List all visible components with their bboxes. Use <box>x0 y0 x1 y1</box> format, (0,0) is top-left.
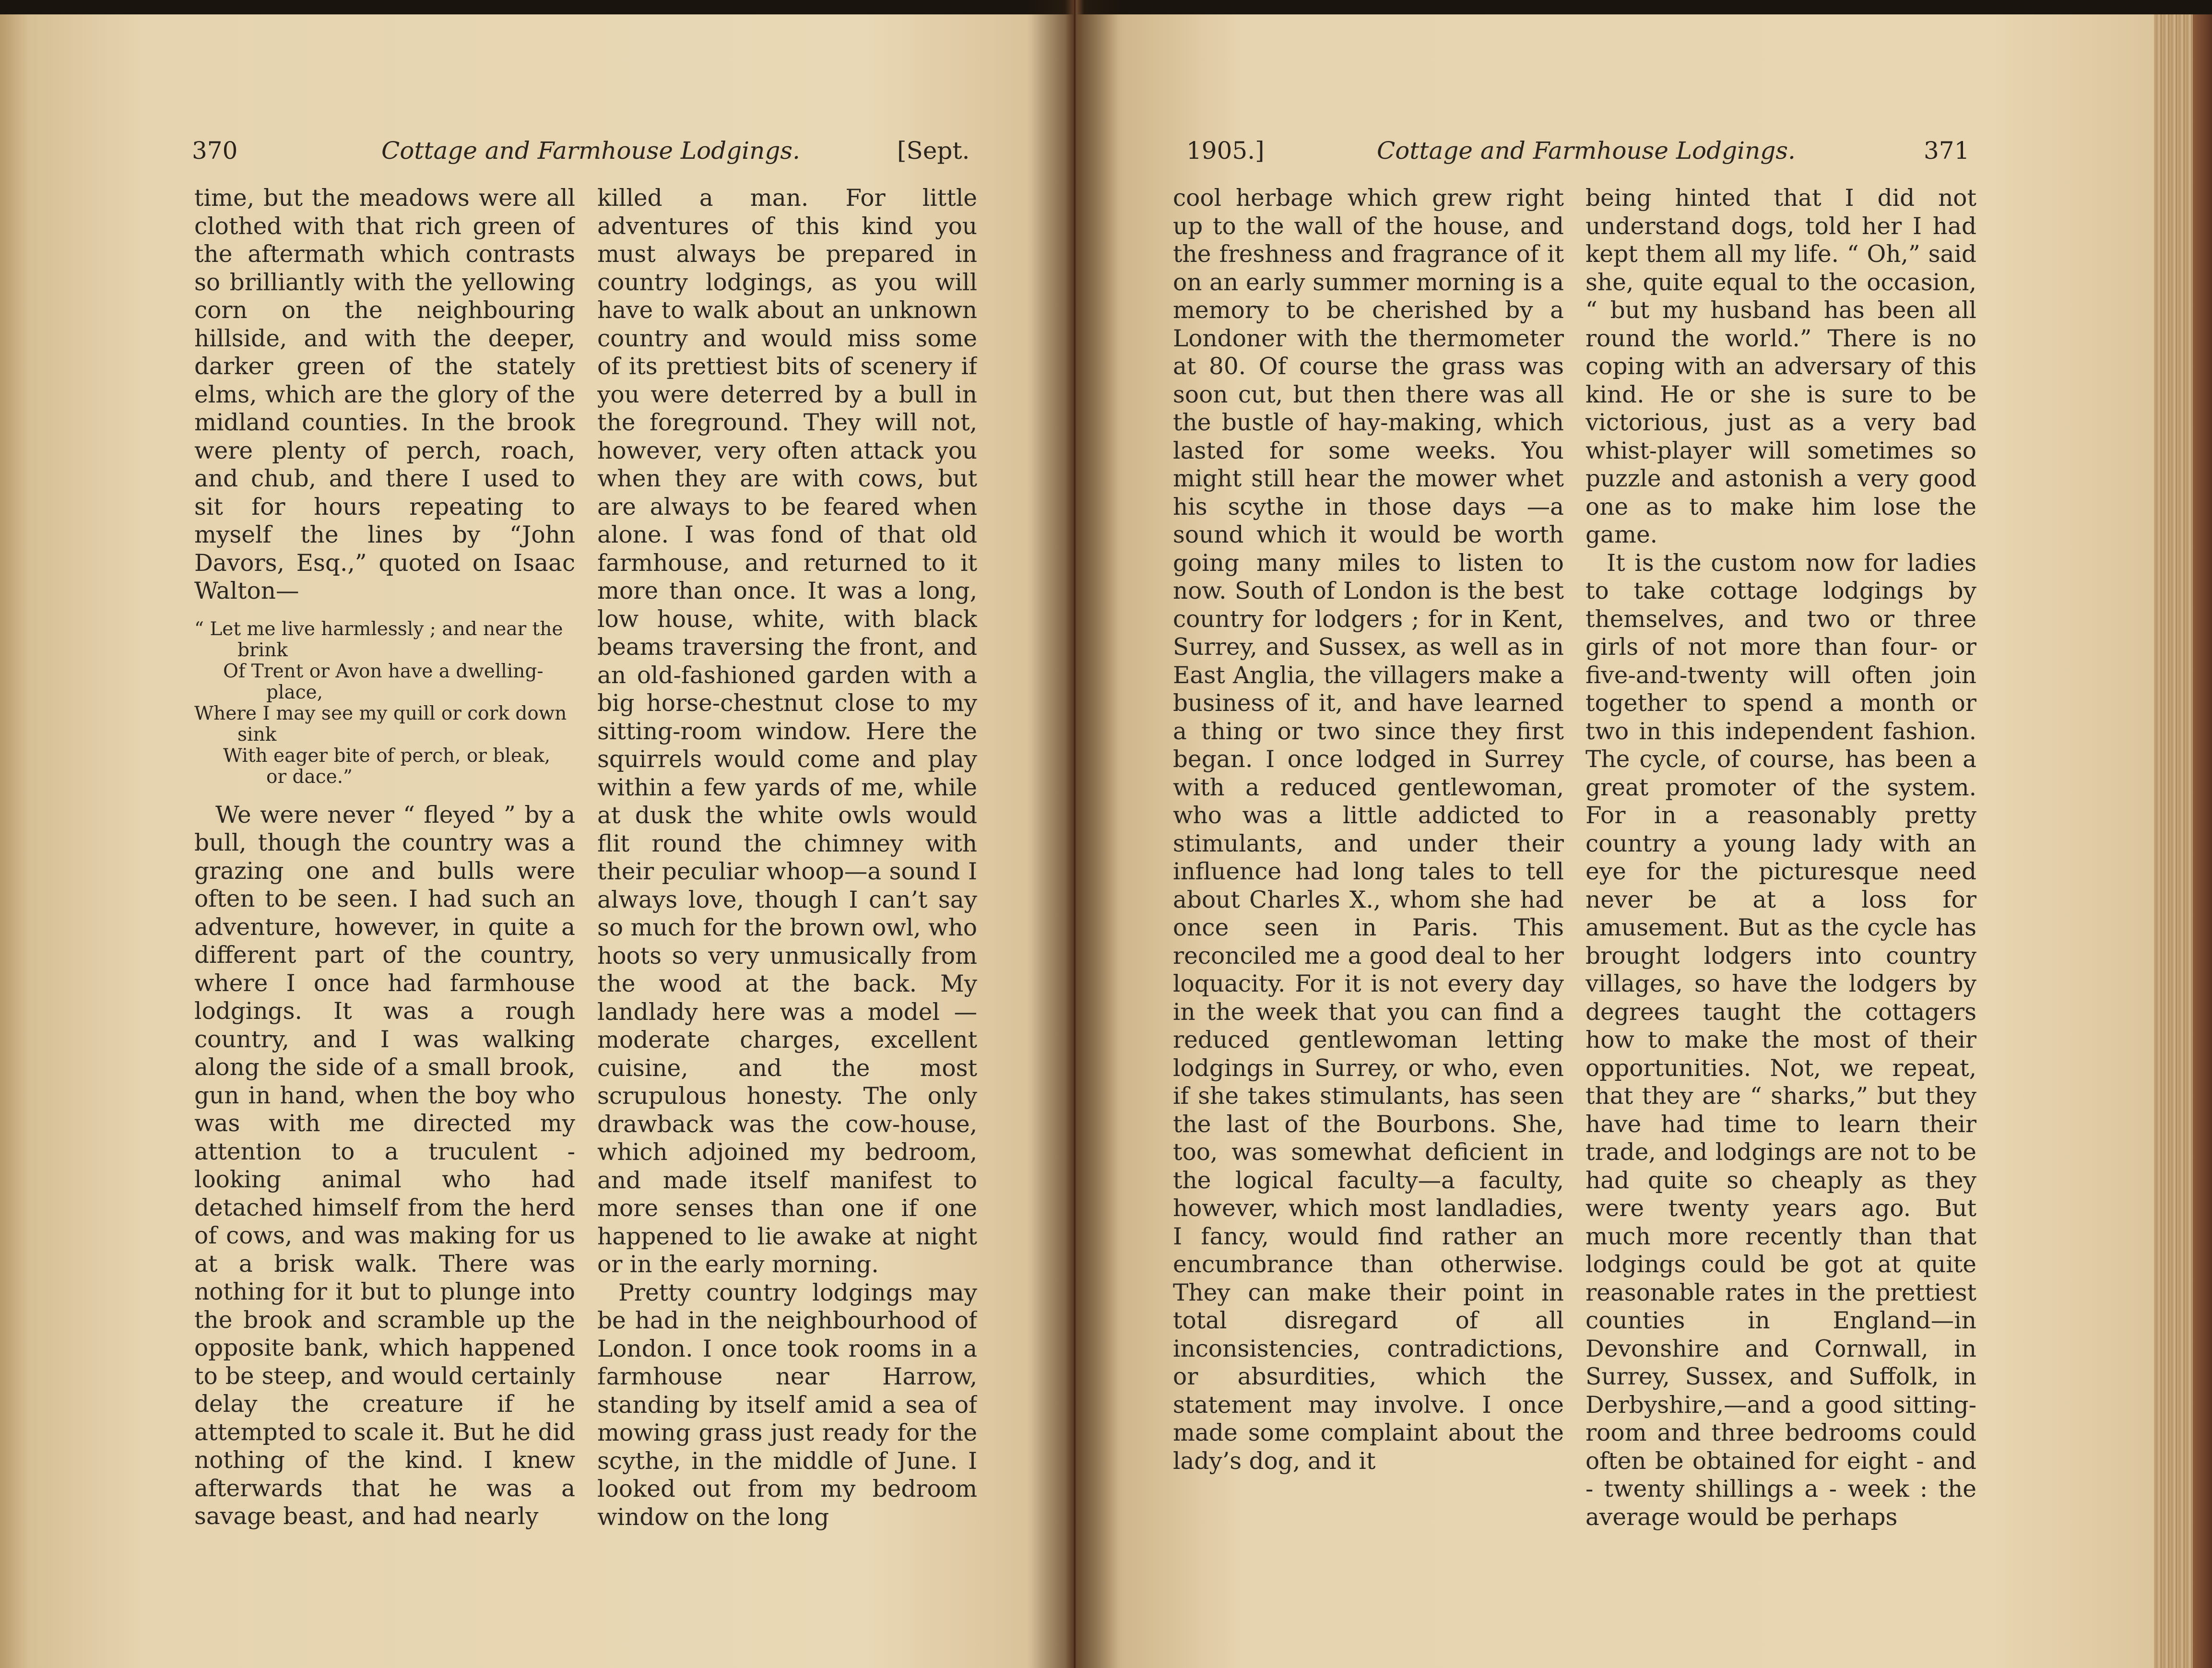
paragraph: time, but the meadows were all clothed with that rich green of the aftermath which contrasts so brilliantly with the yellowing corn on the neighbouring hillside, and with the deeper, darker green of the stately elms, which are the glory of the midland counties. In the brook were plenty of perch, roach, and chub, and there I used to sit for hours repeating to myself the lines by “John Davors, Esq.,” quoted on Isaac Walton— <box>194 185 575 604</box>
verse-line: “ Let me live harmlessly ; and near the brink <box>194 618 563 661</box>
paragraph: It is the custom now for ladies to take cottage lodgings by themselves, and two or three girls of not more than four- or five-and-twenty will often join together to spend a month or two in this independent fashion. The cycle, of course, has been a great promoter of the system. For in a reasonably pretty country a young lady with an eye for the picturesque need never be at a loss for amusement. But as the cycle has brought lodgers into country villages, so have the lodgers by degrees taught the cottagers how to make the most of their opportunities. Not, we repeat, that they are “ sharks,” but they have had time to learn their trade, and lodgings are not to be had quite so cheaply as they were twenty years ago. But much more recently than that lodgings could be got at quite reasonable rates in the prettiest counties in England—in Devonshire and Cornwall, in Surrey, Sussex, and Suffolk, in Derbyshire,—and a good sitting-room and three bedrooms could often be obtained for eight - and - twenty shillings a - week : the average would be perhaps <box>1585 549 1976 1531</box>
text-column-3 <box>1173 184 1564 1561</box>
paragraph: We were never “ fleyed ” by a bull, though the country was a grazing one and bulls were often to be seen. I had such an adventure, however, in quite a different part of the country, where I once had farmhouse lodgings. It was a rough country, and I was walking along the side of a small brook, gun in hand, when the boy who was with me directed my attention to a truculent - looking animal who had detached himself from the herd of cows, and was making for us at a brisk walk. There was nothing for it but to plunge into the brook and scramble up the opposite bank, which happened to be steep, and would certainly delay the creature if he attempted to scale it. But he did nothing of the kind. I knew afterwards that he was a savage beast, and had nearly <box>194 801 575 1530</box>
verse-line: Where I may see my quill or cork down sink <box>194 702 567 745</box>
issue-date: [Sept. <box>897 137 970 165</box>
page-number: 371 <box>1924 137 1970 165</box>
left-page <box>0 14 1075 1668</box>
issue-date: 1905.] <box>1186 137 1265 165</box>
paragraph: cool herbage which grew right up to the wall of the house, and the freshness and fragrance of it on an early summer morning is a memory to be cherished by a Londoner with the thermometer at 80. Of course the grass was soon cut, but then there was all the bustle of hay-making, which lasted for some weeks. You might still hear the mower whet his scythe in those days —a sound which it would be worth going many miles to listen to now. South of London is the best country for lodgers ; for in Kent, Surrey, and Sussex, as well as in East Anglia, the villagers make a business of it, and have learned a thing or two since they first began. I once lodged in Surrey with a reduced gentlewoman, who was a little addicted to stimulants, and under their influence had long tales to tell about Charles X., whom she had once seen in Paris. This reconciled me a good deal to her loquacity. For it is not every day in the week that you can find a reduced gentlewoman letting lodgings in Surrey, or who, even if she takes stimulants, has seen the last of the Bourbons. She, too, was somewhat deficient in the logical faculty—a faculty, however, which most landladies, I fancy, would find rather an encumbrance than otherwise. They can make their point in total disregard of all inconsistencies, contradictions, or absurdities, which the statement may involve. I once made some complaint about the lady’s dog, and it <box>1173 185 1564 1475</box>
paragraph: Pretty country lodgings may be had in the neighbourhood of London. I once took rooms in a farmhouse near Harrow, standing by itself amid a sea of mowing grass just ready for the scythe, in the middle of June. I looked out from my bedroom window on the long <box>597 1279 977 1531</box>
page-number: 370 <box>192 137 238 165</box>
page-edges <box>2154 14 2212 1668</box>
left-page-header <box>0 135 1075 166</box>
right-page <box>1075 14 2154 1668</box>
text-column-4 <box>1585 184 1976 1561</box>
running-title: Cottage and Farmhouse Lodgings. <box>1377 137 1796 165</box>
book-gutter <box>1027 0 1123 1668</box>
text-column-1 <box>194 184 575 1561</box>
paragraph: killed a man. For little adventures of this kind you must always be prepared in country lodgings, as you will have to walk about an unknown country and would miss some of its prettiest bits of scenery if you were deterred by a bull in the foreground. They will not, however, very often attack you when they are with cows, but are always to be feared when alone. I was fond of that old farmhouse, and returned to it more than once. It was a long, low house, white, with black beams traversing the front, and an old-fashioned garden with a big horse-chestnut close to my sitting-room window. Here the squirrels would come and play within a few yards of me, while at dusk the white owls would flit round the chimney with their peculiar whoop—a sound I always love, though I can’t say so much for the brown owl, who hoots so very unmusically from the wood at the back. My landlady here was a model — moderate charges, excellent cuisine, and the most scrupulous honesty. The only drawback was the cow-house, which adjoined my bedroom, and made itself manifest to more senses than one if one happened to lie awake at night or in the early morning. <box>597 185 977 1278</box>
verse-line: Of Trent or Avon have a dwelling-place, <box>223 660 544 703</box>
verse-line: With eager bite of perch, or bleak, or dace.” <box>223 745 551 788</box>
right-page-header <box>1075 135 2154 166</box>
text-column-2 <box>597 184 977 1561</box>
running-title: Cottage and Farmhouse Lodgings. <box>381 137 800 165</box>
paragraph: being hinted that I did not understand dogs, told her I had kept them all my life. “ Oh,” said she, quite equal to the occasion, “ but my husband has been all round the world.” There is no coping with an adversary of this kind. He or she is sure to be victorious, just as a very bad whist-player will sometimes so puzzle and astonish a very good one as to make him lose the game. <box>1585 185 1976 548</box>
verse-quotation <box>194 619 575 788</box>
